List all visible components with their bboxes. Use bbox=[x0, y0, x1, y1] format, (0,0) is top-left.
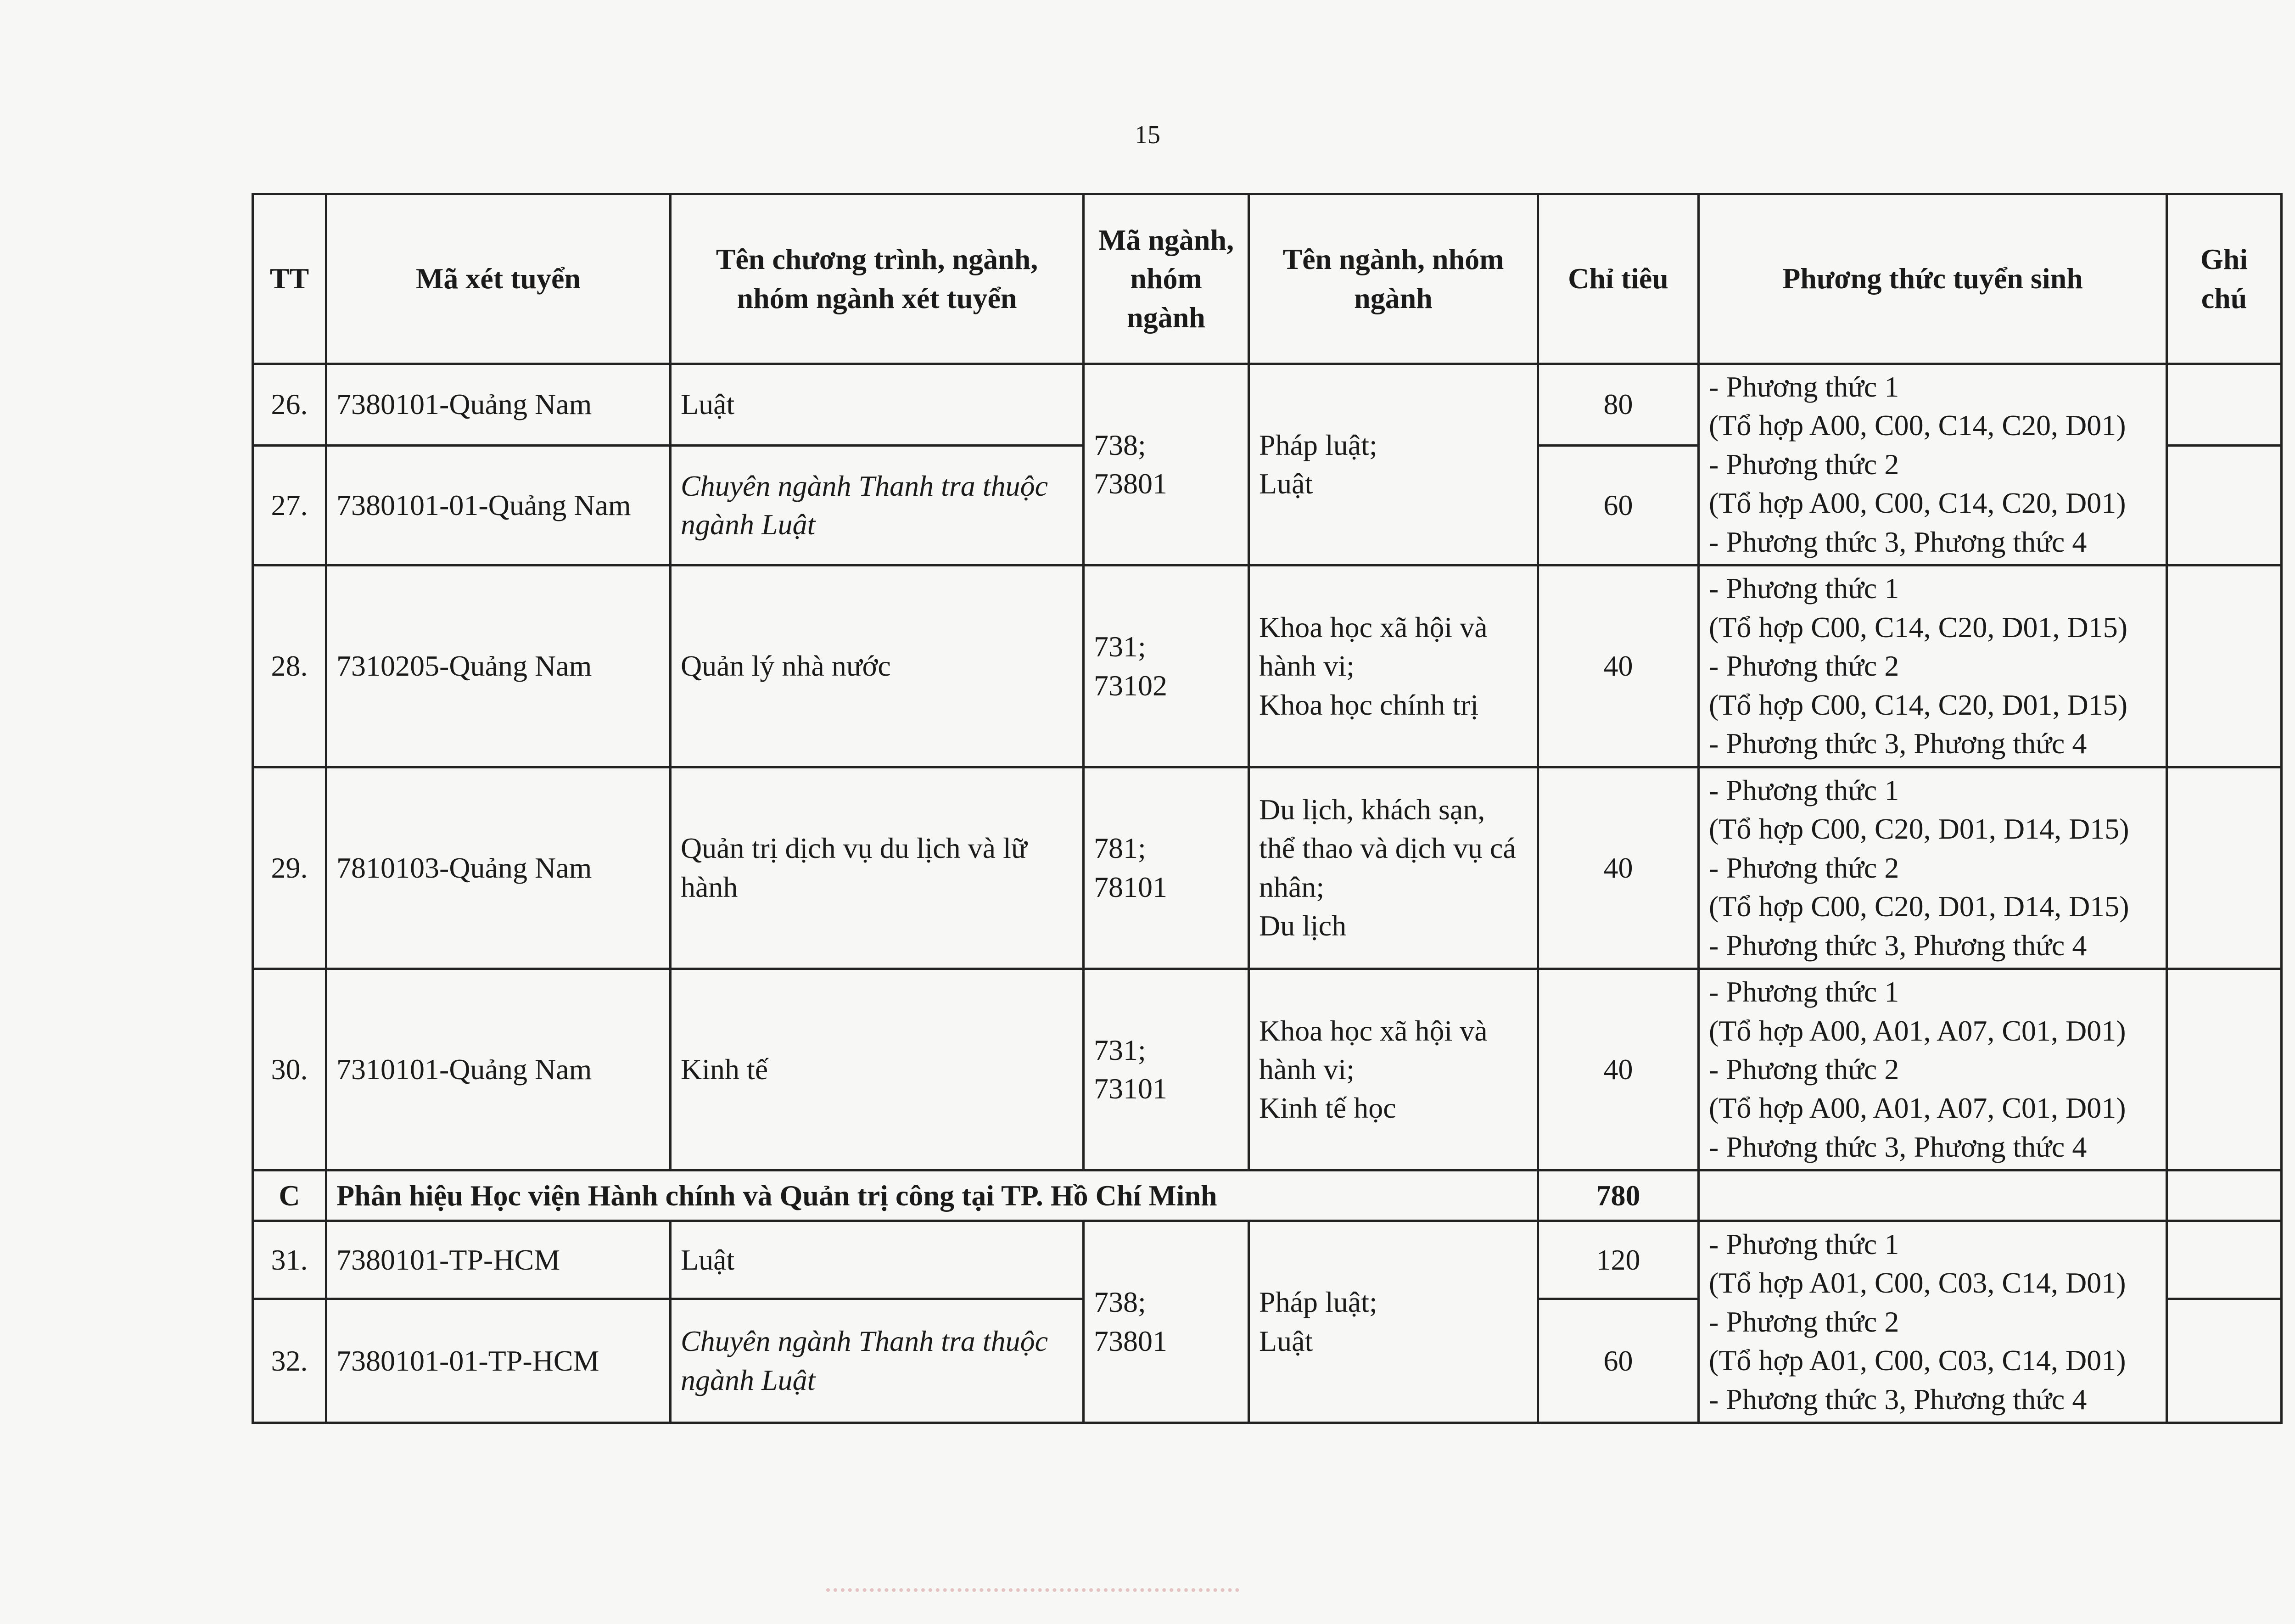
row-tt: 32. bbox=[253, 1299, 326, 1423]
row-chi-tieu: 80 bbox=[1538, 364, 1699, 446]
ma-nganh-line: 73801 bbox=[1094, 1324, 1167, 1357]
method-line: - Phương thức 2 bbox=[1709, 650, 1899, 683]
method-line: - Phương thức 3, Phương thức 4 bbox=[1709, 929, 2087, 962]
header-ten-nganh: Tên ngành, nhóm ngành bbox=[1249, 194, 1538, 364]
row-ten-chuong-trinh: Quản lý nhà nước bbox=[671, 566, 1084, 767]
group-ten-nganh bbox=[1249, 364, 1538, 566]
group-phuong-thuc bbox=[1699, 364, 2167, 566]
section-row bbox=[253, 1170, 2282, 1221]
table-row bbox=[253, 767, 2282, 969]
row-chi-tieu: 40 bbox=[1538, 767, 1699, 969]
table-header-row bbox=[253, 194, 2282, 364]
method-line: (Tổ hợp A00, A01, A07, C01, D01) bbox=[1709, 1092, 2126, 1125]
method-line: - Phương thức 3, Phương thức 4 bbox=[1709, 1383, 2087, 1416]
header-ma-nganh: Mã ngành, nhóm ngành bbox=[1084, 194, 1249, 364]
ma-nganh-line: 731; bbox=[1094, 1033, 1146, 1066]
row-tt: 30. bbox=[253, 969, 326, 1170]
table-row bbox=[253, 566, 2282, 767]
section-total: 780 bbox=[1538, 1170, 1699, 1221]
row-tt: 31. bbox=[253, 1221, 326, 1299]
row-chi-tieu: 120 bbox=[1538, 1221, 1699, 1299]
row-ma-xet-tuyen: 7810103-Quảng Nam bbox=[326, 767, 671, 969]
group-ten-nganh bbox=[1249, 1221, 1538, 1423]
method-line: - Phương thức 3, Phương thức 4 bbox=[1709, 727, 2087, 760]
row-chi-tieu: 40 bbox=[1538, 969, 1699, 1170]
method-line: (Tổ hợp A00, C00, C14, C20, D01) bbox=[1709, 409, 2126, 442]
section-code: C bbox=[253, 1170, 326, 1221]
row-ghi-chu bbox=[2167, 1299, 2282, 1423]
row-ma-xet-tuyen: 7310101-Quảng Nam bbox=[326, 969, 671, 1170]
row-ten-chuong-trinh: Luật bbox=[671, 1221, 1084, 1299]
row-ghi-chu bbox=[2167, 566, 2282, 767]
row-tt: 27. bbox=[253, 445, 326, 566]
method-line: (Tổ hợp A01, C00, C03, C14, D01) bbox=[1709, 1266, 2126, 1299]
method-line: - Phương thức 1 bbox=[1709, 975, 1899, 1008]
row-tt: 26. bbox=[253, 364, 326, 446]
row-ten-chuong-trinh: Luật bbox=[671, 364, 1084, 446]
group-ten-nganh bbox=[1249, 969, 1538, 1170]
group-ten-nganh bbox=[1249, 767, 1538, 969]
ten-nganh-line: Pháp luật; bbox=[1259, 1286, 1377, 1319]
method-line: (Tổ hợp C00, C14, C20, D01, D15) bbox=[1709, 688, 2128, 721]
row-ten-chuong-trinh: Chuyên ngành Thanh tra thuộc ngành Luật bbox=[671, 445, 1084, 566]
group-phuong-thuc bbox=[1699, 1221, 2167, 1423]
row-ten-chuong-trinh: Chuyên ngành Thanh tra thuộc ngành Luật bbox=[671, 1299, 1084, 1423]
group-ma-nganh bbox=[1084, 1221, 1249, 1423]
row-ten-chuong-trinh: Quản trị dịch vụ du lịch và lữ hành bbox=[671, 767, 1084, 969]
ten-nganh-line: Luật bbox=[1259, 467, 1313, 500]
page-number: 15 bbox=[1135, 121, 1160, 149]
row-ghi-chu bbox=[2167, 445, 2282, 566]
group-ten-nganh bbox=[1249, 566, 1538, 767]
ten-nganh-line: Khoa học xã hội và hành vi; bbox=[1259, 610, 1488, 683]
row-chi-tieu: 60 bbox=[1538, 1299, 1699, 1423]
table-row bbox=[253, 1221, 2282, 1299]
method-line: (Tổ hợp A00, A01, A07, C01, D01) bbox=[1709, 1014, 2126, 1047]
row-tt: 28. bbox=[253, 566, 326, 767]
row-ghi-chu bbox=[2167, 364, 2282, 446]
red-stamp-edge bbox=[826, 1588, 1239, 1624]
header-phuong-thuc: Phương thức tuyển sinh bbox=[1699, 194, 2167, 364]
header-ghi-chu: Ghi chú bbox=[2167, 194, 2282, 364]
section-title: Phân hiệu Học viện Hành chính và Quản trị công tại TP. Hồ Chí Minh bbox=[326, 1170, 1538, 1221]
method-line: - Phương thức 1 bbox=[1709, 370, 1899, 403]
ma-nganh-line: 73102 bbox=[1094, 669, 1167, 702]
method-line: (Tổ hợp A00, C00, C14, C20, D01) bbox=[1709, 487, 2126, 520]
row-chi-tieu: 40 bbox=[1538, 566, 1699, 767]
row-ten-chuong-trinh: Kinh tế bbox=[671, 969, 1084, 1170]
method-line: - Phương thức 1 bbox=[1709, 1227, 1899, 1260]
row-ma-xet-tuyen: 7310205-Quảng Nam bbox=[326, 566, 671, 767]
group-ma-nganh bbox=[1084, 364, 1249, 566]
row-ghi-chu bbox=[2167, 969, 2282, 1170]
method-line: - Phương thức 3, Phương thức 4 bbox=[1709, 525, 2087, 558]
ma-nganh-line: 78101 bbox=[1094, 870, 1167, 903]
method-line: (Tổ hợp A01, C00, C03, C14, D01) bbox=[1709, 1344, 2126, 1377]
admissions-table bbox=[252, 193, 2283, 1424]
group-ma-nganh bbox=[1084, 767, 1249, 969]
ma-nganh-line: 73101 bbox=[1094, 1072, 1167, 1105]
ten-nganh-line: Du lịch bbox=[1259, 909, 1347, 942]
method-line: - Phương thức 3, Phương thức 4 bbox=[1709, 1130, 2087, 1163]
row-ma-xet-tuyen: 7380101-01-Quảng Nam bbox=[326, 445, 671, 566]
ma-nganh-line: 738; bbox=[1094, 428, 1146, 461]
section-phuong-thuc bbox=[1699, 1170, 2167, 1221]
method-line: (Tổ hợp C00, C20, D01, D14, D15) bbox=[1709, 890, 2129, 923]
group-phuong-thuc bbox=[1699, 566, 2167, 767]
header-ten-chuong-trinh: Tên chương trình, ngành, nhóm ngành xét tuyển bbox=[671, 194, 1084, 364]
ten-nganh-line: Kinh tế học bbox=[1259, 1092, 1396, 1125]
ma-nganh-line: 73801 bbox=[1094, 467, 1167, 500]
table-row bbox=[253, 364, 2282, 446]
ten-nganh-line: Khoa học chính trị bbox=[1259, 688, 1479, 721]
method-line: (Tổ hợp C00, C20, D01, D14, D15) bbox=[1709, 812, 2129, 846]
ten-nganh-line: Khoa học xã hội và hành vi; bbox=[1259, 1014, 1488, 1086]
group-ma-nganh bbox=[1084, 969, 1249, 1170]
group-phuong-thuc bbox=[1699, 969, 2167, 1170]
ma-nganh-line: 738; bbox=[1094, 1286, 1146, 1319]
method-line: - Phương thức 2 bbox=[1709, 448, 1899, 481]
ma-nganh-line: 781; bbox=[1094, 832, 1146, 865]
method-line: - Phương thức 1 bbox=[1709, 572, 1899, 605]
table-row bbox=[253, 969, 2282, 1170]
method-line: - Phương thức 2 bbox=[1709, 1053, 1899, 1086]
method-line: (Tổ hợp C00, C14, C20, D01, D15) bbox=[1709, 610, 2128, 644]
group-ma-nganh bbox=[1084, 566, 1249, 767]
row-ma-xet-tuyen: 7380101-TP-HCM bbox=[326, 1221, 671, 1299]
method-line: - Phương thức 2 bbox=[1709, 851, 1899, 884]
header-ma-xet-tuyen: Mã xét tuyển bbox=[326, 194, 671, 364]
row-chi-tieu: 60 bbox=[1538, 445, 1699, 566]
group-phuong-thuc bbox=[1699, 767, 2167, 969]
section-ghi-chu bbox=[2167, 1170, 2282, 1221]
method-line: - Phương thức 1 bbox=[1709, 773, 1899, 806]
ten-nganh-line: Luật bbox=[1259, 1324, 1313, 1357]
method-line: - Phương thức 2 bbox=[1709, 1305, 1899, 1338]
row-ma-xet-tuyen: 7380101-01-TP-HCM bbox=[326, 1299, 671, 1423]
header-tt: TT bbox=[253, 194, 326, 364]
row-ma-xet-tuyen: 7380101-Quảng Nam bbox=[326, 364, 671, 446]
row-ghi-chu bbox=[2167, 1221, 2282, 1299]
row-ghi-chu bbox=[2167, 767, 2282, 969]
header-chi-tieu: Chỉ tiêu bbox=[1538, 194, 1699, 364]
ma-nganh-line: 731; bbox=[1094, 630, 1146, 663]
row-tt: 29. bbox=[253, 767, 326, 969]
ten-nganh-line: Pháp luật; bbox=[1259, 428, 1377, 461]
ten-nganh-line: Du lịch, khách sạn, thể thao và dịch vụ cá nhân; bbox=[1259, 793, 1516, 903]
